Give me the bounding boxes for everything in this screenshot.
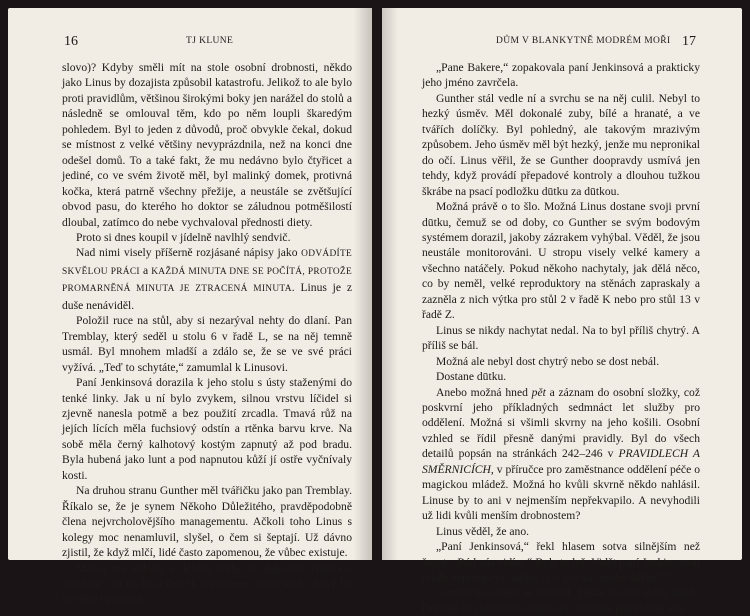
paragraph: Možná právě o to šlo. Možná Linus dostane svoji první dūtku, čemuž se od doby, co Gunther se svým bodovým systémem dorazil, jakoby zázrakem vyhýbal. Věděl, že jsou neustále monitorováni. U stropu visely velké kamery a všechno natáčely. Pokud někoho nachytaly, jak dělá něco, co by neměl, velké reproduktory na stěnách zapraskaly a zazněla z nich výtka pro stůl 2 v řadě K nebo pro stůl 13 v řadě Z. [422, 200, 700, 322]
italic-book-title: PRAVIDLECH A SMĚRNICÍCH [422, 447, 700, 476]
running-head: TJ KLUNE [186, 36, 234, 46]
paragraph: „Paní Jenkinsová,“ řekl hlasem sotva silnějším než šepot. „Rád vás vidím.“ Byla to lež. Vidět paní Jenkinsovou nikdy nepřinášelo radost. „Co pro vás mohu udělat?“ [422, 540, 700, 584]
paragraph: Dostane dūtku. [436, 370, 507, 384]
left-page [8, 8, 372, 606]
gutter-shadow [382, 8, 398, 560]
paragraph: Gunther stál vedle ní a svrchu se na něj culil. Nebyl to hezký úsměv. Měl dokonalé zuby, bílé a hranaté, a ve tvářích dolíčky. Byl pohledný, ale takovým mrazivým způsobem. Jeho úsměv měl být hezký, jenže mu nepronikal do očí. Linus věřil, že se Gunther doopravdy usmívá jen tehdy, když provádí přepadové kontroly a dlouhou tužkou škrábe na psací podložku dūtku za dūtkou. [422, 91, 700, 198]
page-number: 16 [64, 34, 78, 49]
italic-text: pět [531, 385, 546, 399]
paragraph: Proto si dnes koupil v jídelně navlhlý sendvič. [76, 230, 291, 244]
right-page [382, 8, 742, 615]
paragraph: Nad nimi visely příšerně rozjásané nápisy jako ODVÁDÍTE SKVĚLOU PRÁCI a KAŽDÁ MINUTA DNE SE POČÍTÁ, PROTOŽE PROMARNĚNÁ MINUTA JE ZTRACENÁ MINUTA. Linus je z duše nenáviděl. [62, 246, 352, 312]
running-head: DŮM V BLANKYTNĚ MODRÉM MOŘI [496, 36, 671, 46]
paragraph: Anebo možná hned pět a záznam do osobní složky, což poskvrní jeho příkladných sedmnáct let služby pro oddělení. Možná si všimli skvrny na jeho košili. Osobní vzhled se řídil přesně danými pravidly. Byl do všech detailů popsán na stránkách 242–246 v PRAVIDLECH A SMĚRNICÍCH, v příručce pro zaměstnance oddělení péče o magickou mládež. Možná ho kvůli skvrně někdo nahlásil. Linuse by to ani v nejmenším nepřekvapilo. A nevyhodili už lidi kvůli menším drobnostem? [422, 385, 700, 523]
paragraph: Linus se nikdy nachytat nedal. Na to byl příliš chytrý. A příliš se bál. [422, 323, 700, 353]
paragraph: Paní Jenkinsová dorazila k jeho stolu s ústy staženými do tenké linky. Jak u ní bylo zvykem, silnou vrstvu líčidel si zjevně nanesla potmě a bez použití zrcadla. Tmavá růž na jejích lících měla fuchsiový odstín a rtěnka barvu krve. Na sobě měla černý kalhotový kostým zapnutý až pod bradu. Byla hubená jako lunt a pod napnutou kůží jí ostře vyčnívaly kosti. [62, 376, 352, 482]
paragraph: Možná ale nebyl dost chytrý nebo se dost nebál. [436, 354, 660, 368]
gutter-shadow [354, 8, 372, 560]
small-caps-sign-text: KAŽDÁ MINUTA DNE SE POČÍTÁ, PROTOŽE PROMARNĚNÁ MINUTA JE ZTRACENÁ MINUTA [62, 266, 352, 295]
paragraph: Matka mu jednou v dětství řekla, že dokonale splývá s omítkou i na to, že si člověk vzpomene pouze tehdy, když ho na něco upozorní. [62, 561, 352, 606]
page-number: 17 [682, 34, 696, 49]
italic-text: deset [643, 586, 668, 600]
paragraph: Linus věděl, že ano. [436, 524, 530, 538]
paragraph: „Pane Bakere,“ zopakovala paní Jenkinsová a prakticky jeho jméno zavrčela. [422, 61, 700, 90]
body-text [62, 60, 352, 607]
paragraph: Guntherův úsměv se rozšířil. Takže možná deset dūtek. Dresink byl konečkou oranžový. Nebude potřebovat kra- [422, 586, 700, 615]
small-caps-sign-text: ODVÁDÍTE SKVĚLOU PRÁCI [62, 249, 352, 277]
paragraph: Na druhou stranu Gunther měl tvářičku jako pan Tremblay. Říkalo se, že je synem Někoho Důležitého, pravděpodobně člena nejvrcholovějšího managementu. Ačkoli toho Linus s kolegy moc nenamluvil, slyšel, o čem si šeptají. Už dávno zjistil, že když mlčí, lidé často zapomenou, že vůbec existuje. [62, 484, 352, 560]
body-text [422, 60, 700, 616]
paragraph: Položil ruce na stůl, aby si nezarýval nehty do dlaní. Pan Tremblay, který seděl u stolu 6 v řadě L, se na něj temně usmál. Byl mnohem mladší a zdálo se, že se ve své práci vyžívá. „Teď to schytáte,“ zamumlal k Linusovi. [62, 314, 352, 374]
paragraph: slovo)? Kdyby směli mít na stole osobní drobnosti, někdo jako Linus by dozajista způsobil katastrofu. Jelikož to ale bylo proti pravidlům, většinou širokými boky jen narážel do stolů a následně se omlouval těm, kdo po něm loupli škaredým pohledem. Byl to jeden z důvodů, proč obvykle čekal, dokud se místnost z velké většiny nevyprázdnila, než na konci dne odešel domů. To a také fakt, že mu nedávno bylo čtyřicet a jediné, co ve svém životě měl, byl malinký domek, protivná kočka, která patrně všechny přežije, a neustále se zvětšující obvod pasu, do kterého ho doktor se záludnou potměšilostí dloubal, zatímco do nebe vychvaloval přednosti diety. [62, 61, 352, 229]
